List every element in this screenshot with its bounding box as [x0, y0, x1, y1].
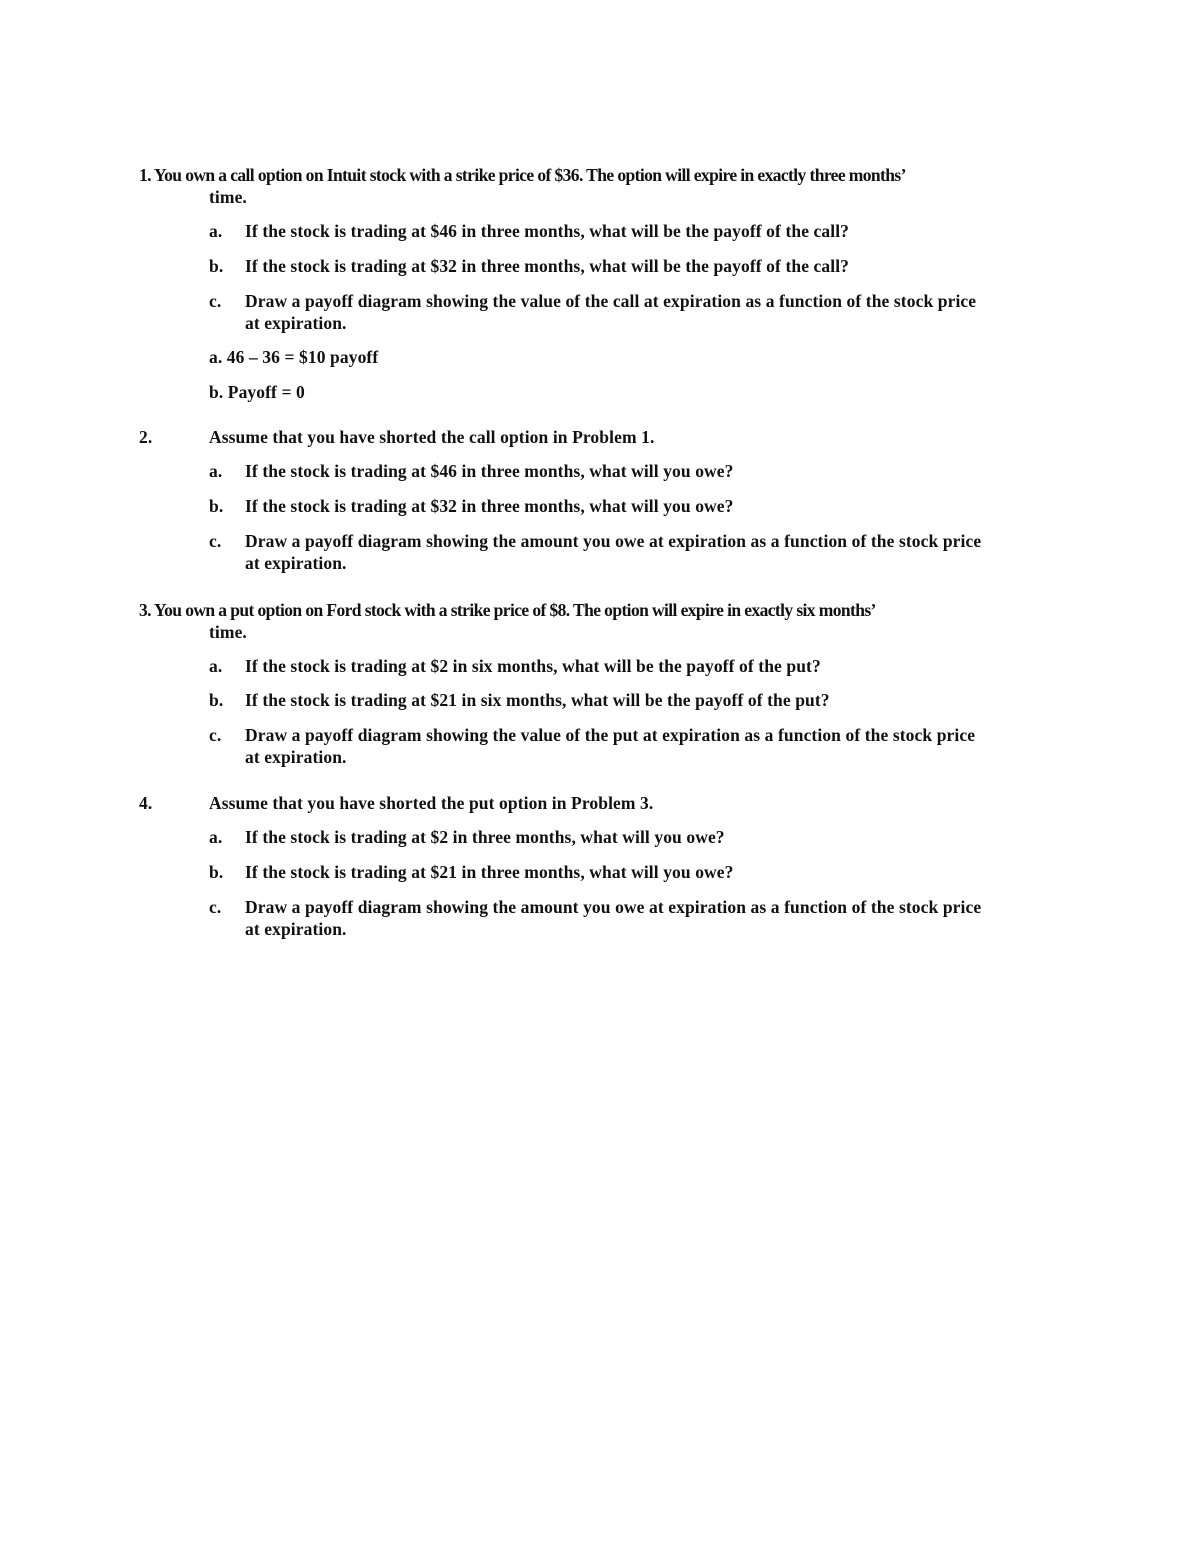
question-3c-label: c. [209, 725, 222, 745]
question-2c-text: Draw a payoff diagram showing the amount you owe at expiration as a function of the stock price [245, 531, 982, 551]
question-1-stem-continued: time. [209, 187, 247, 207]
question-4-number: 4. [139, 793, 153, 813]
question-3b-label: b. [209, 690, 224, 710]
answer-1b: b. Payoff = 0 [209, 382, 305, 402]
question-2a-label: a. [209, 461, 223, 481]
question-2-stem: Assume that you have shorted the call option in Problem 1. [209, 427, 655, 447]
question-4a-text: If the stock is trading at $2 in three months, what will you owe? [245, 827, 725, 847]
question-2a-text: If the stock is trading at $46 in three months, what will you owe? [245, 461, 734, 481]
question-3c-text: Draw a payoff diagram showing the value of the put at expiration as a function of the stock price [245, 725, 976, 745]
question-3c-text-continued: at expiration. [245, 747, 347, 767]
question-2b-text: If the stock is trading at $32 in three months, what will you owe? [245, 496, 734, 516]
question-1c-text: Draw a payoff diagram showing the value of the call at expiration as a function of the stock price [245, 291, 977, 311]
answer-1a: a. 46 – 36 = $10 payoff [209, 347, 379, 367]
question-2c-text-continued: at expiration. [245, 553, 347, 573]
question-1c-label: c. [209, 291, 222, 311]
question-3-stem: 3. You own a put option on Ford stock with a strike price of $8. The option will expire in exactly six months’ [139, 600, 876, 620]
question-1c-text-continued: at expiration. [245, 313, 347, 333]
question-4b-label: b. [209, 862, 224, 882]
question-1a-label: a. [209, 221, 223, 241]
question-1-stem: 1. You own a call option on Intuit stock with a strike price of $36. The option will expire in exactly three months’ [139, 165, 906, 185]
question-4c-text: Draw a payoff diagram showing the amount you owe at expiration as a function of the stock price [245, 897, 982, 917]
question-1b-text: If the stock is trading at $32 in three months, what will be the payoff of the call? [245, 256, 850, 276]
question-2-number: 2. [139, 427, 153, 447]
question-4c-label: c. [209, 897, 222, 917]
question-1a-text: If the stock is trading at $46 in three months, what will be the payoff of the call? [245, 221, 850, 241]
question-2c-label: c. [209, 531, 222, 551]
question-3a-text: If the stock is trading at $2 in six months, what will be the payoff of the put? [245, 656, 821, 676]
question-1b-label: b. [209, 256, 224, 276]
question-3a-label: a. [209, 656, 223, 676]
question-4-stem: Assume that you have shorted the put option in Problem 3. [209, 793, 654, 813]
question-4a-label: a. [209, 827, 223, 847]
question-2b-label: b. [209, 496, 224, 516]
question-3b-text: If the stock is trading at $21 in six months, what will be the payoff of the put? [245, 690, 830, 710]
question-3-stem-continued: time. [209, 622, 247, 642]
question-4c-text-continued: at expiration. [245, 919, 347, 939]
question-4b-text: If the stock is trading at $21 in three months, what will you owe? [245, 862, 734, 882]
